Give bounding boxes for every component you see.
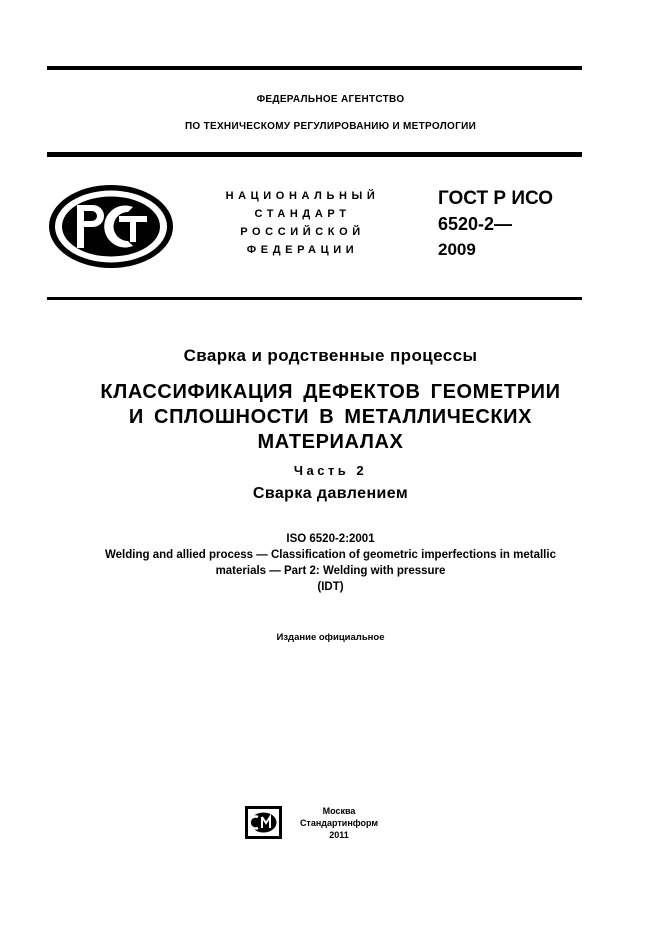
standartinform-logo-icon — [245, 806, 282, 839]
publisher-name: Стандартинформ — [299, 818, 379, 828]
iso-number: ISO 6520-2:2001 — [286, 533, 375, 545]
title-line-1: КЛАССИФИКАЦИЯ ДЕФЕКТОВ ГЕОМЕТРИИ — [100, 381, 561, 403]
agency-line-1: ФЕДЕРАЛЬНОЕ АГЕНТСТВО — [256, 94, 405, 105]
part-number: Часть 2 — [293, 463, 368, 478]
top-rule — [47, 66, 582, 70]
designation-line-1: ГОСТ Р ИСО — [438, 188, 554, 209]
subject-heading: Сварка и родственные процессы — [183, 346, 478, 365]
edition-label: Издание официальное — [276, 632, 385, 643]
part-name: Сварка давлением — [252, 485, 409, 502]
designation-line-3: 2009 — [438, 240, 476, 259]
publisher-year: 2011 — [329, 830, 349, 840]
iso-degree: (IDT) — [317, 581, 344, 593]
national-standard-line-2: СТАНДАРТ — [254, 208, 351, 220]
pct-certification-mark-icon — [47, 183, 175, 270]
iso-english-title-line-2: materials — Part 2: Welding with pressure — [215, 565, 446, 577]
designation-line-2: 6520-2— — [438, 214, 513, 234]
title-line-3: МАТЕРИАЛАХ — [257, 431, 404, 453]
title-line-2: И СПЛОШНОСТИ В МЕТАЛЛИЧЕСКИХ — [128, 406, 533, 428]
national-standard-line-4: ФЕДЕРАЦИИ — [246, 244, 359, 256]
designation-rule — [47, 297, 582, 300]
publisher-city: Москва — [322, 806, 356, 816]
agency-line-2: ПО ТЕХНИЧЕСКОМУ РЕГУЛИРОВАНИЮ И МЕТРОЛОГИИ — [184, 121, 477, 132]
national-standard-line-1: НАЦИОНАЛЬНЫЙ — [225, 190, 380, 202]
iso-english-title-line-1: Welding and allied process — Classification of geometric imperfections in metallic — [105, 549, 556, 561]
header-rule — [47, 152, 582, 157]
national-standard-line-3: РОССИЙСКОЙ — [240, 226, 365, 238]
